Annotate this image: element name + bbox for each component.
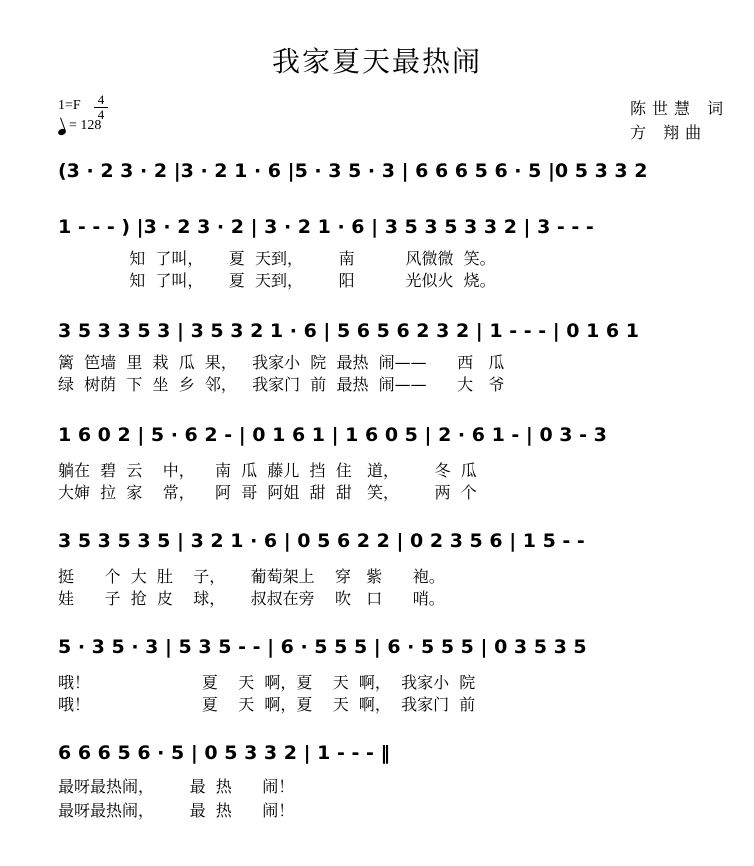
notation-line: 6 6 6 5 6 · 5 | 0 5 3 3 2 | 1 - - - ‖ — [58, 742, 390, 764]
notation-line: (3 · 2 3 · 2 |3 · 2 1 · 6 |5 · 3 5 · 3 | 6 6 6 5 6 · 5 |0 5 3 3 2 — [58, 160, 648, 182]
time-signature — [94, 94, 108, 121]
quarter-note-icon — [57, 128, 67, 136]
notation-line: 3 5 3 5 3 5 | 3 2 1 · 6 | 0 5 6 2 2 | 0 2 3 5 6 | 1 5 - - — [58, 530, 585, 552]
lyric-verse-1: 最呀最热闹， 最 热 闹！ — [58, 777, 295, 796]
lyric-verse-2: 知 了叫， 夏 天到， 阳 光似火 烧。 — [58, 271, 496, 290]
lyric-verse-2: 最呀最热闹， 最 热 闹！ — [58, 801, 295, 820]
time-signature-top: 4 — [97, 92, 105, 107]
tempo-value: = 128 — [69, 118, 102, 133]
lyric-verse-1: 挺 个 大 肚 子， 葡萄架上 穿 紫 袍。 — [58, 567, 445, 586]
lyric-verse-1: 篱 笆墙 里 栽 瓜 果， 我家小 院 最热 闹—— 西 瓜 — [58, 353, 505, 372]
lyric-verse-2: 娃 子 抢 皮 球， 叔叔在旁 吹 口 哨。 — [58, 589, 445, 608]
song-title: 我家夏天最热闹 — [271, 45, 482, 78]
lyric-verse-2: 大婶 拉 家 常， 阿 哥 阿姐 甜 甜 笑， 两 个 — [58, 483, 477, 502]
notation-line: 1 - - - ) |3 · 2 3 · 2 | 3 · 2 1 · 6 | 3 5 3 5 3 3 2 | 3 - - - — [58, 216, 594, 238]
notation-line: 1 6 0 2 | 5 · 6 2 - | 0 1 6 1 | 1 6 0 5 | 2 · 6 1 - | 0 3 - 3 — [58, 424, 607, 446]
lyric-verse-2: 绿 树荫 下 坐 乡 邻， 我家门 前 最热 闹—— 大 爷 — [58, 375, 505, 394]
composer-credit: 方 翔曲 — [630, 123, 708, 142]
notation-line: 3 5 3 3 5 3 | 3 5 3 2 1 · 6 | 5 6 5 6 2 3 2 | 1 - - - | 0 1 6 1 — [58, 320, 639, 342]
lyricist-credit: 陈世慧 词 — [630, 99, 730, 118]
notation-line: 5 · 3 5 · 3 | 5 3 5 - - | 6 · 5 5 5 | 6 · 5 5 5 | 0 3 5 3 5 — [58, 636, 587, 658]
lyric-verse-1: 知 了叫， 夏 天到， 南 风微微 笑。 — [58, 249, 496, 268]
lyric-verse-1: 哦！ 夏 天 啊，夏 天 啊， 我家小 院 — [58, 673, 476, 692]
lyric-verse-1: 躺在 碧 云 中， 南 瓜 藤儿 挡 住 道， 冬 瓜 — [58, 461, 477, 480]
lyric-verse-2: 哦！ 夏 天 啊，夏 天 啊， 我家门 前 — [58, 695, 476, 714]
time-signature-bottom: 4 — [97, 107, 105, 122]
key-signature: 1=F — [58, 98, 81, 113]
tempo-marking — [58, 118, 101, 135]
